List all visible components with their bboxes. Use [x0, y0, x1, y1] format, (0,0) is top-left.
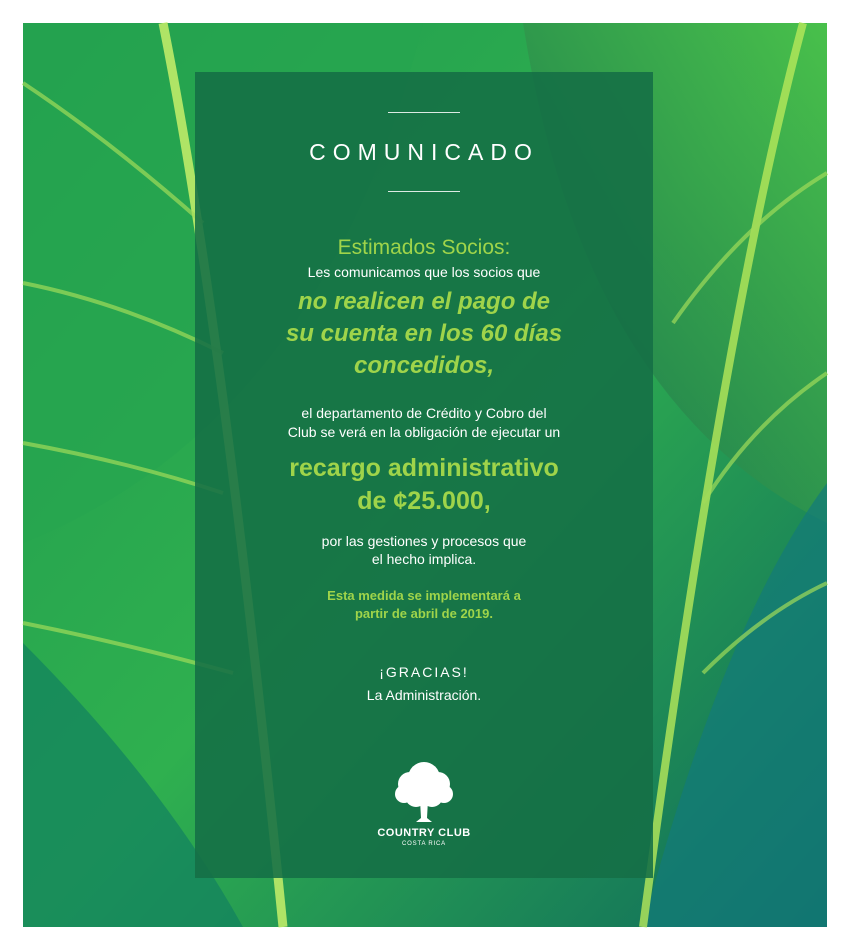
- greeting: Estimados Socios:: [337, 236, 511, 259]
- payment-warning-line: no realicen el pago de: [297, 288, 551, 315]
- communique-title: COMUNICADO: [309, 139, 539, 165]
- effective-date-line: Esta medida se implementará a: [327, 588, 521, 603]
- logo-subtitle: COSTA RICA: [402, 841, 446, 847]
- payment-warning-line: concedidos,: [353, 352, 495, 379]
- process-text-line: el hecho implica.: [371, 551, 477, 567]
- signature: La Administración.: [366, 687, 482, 703]
- effective-date-note: [195, 587, 653, 623]
- bottom-divider: [388, 191, 460, 192]
- process-text: [195, 532, 653, 568]
- tree-icon: [395, 762, 453, 822]
- thanks-text: ¡GRACIAS!: [379, 664, 469, 680]
- process-text-line: por las gestiones y procesos que: [321, 533, 527, 549]
- payment-warning-line: su cuenta en los 60 días: [285, 320, 563, 347]
- top-divider: [388, 112, 460, 113]
- communique-panel: [195, 72, 653, 878]
- surcharge-line: recargo administrativo: [289, 454, 559, 482]
- payment-warning: [195, 286, 653, 382]
- intro-text: Les comunicamos que los socios que: [307, 264, 541, 280]
- surcharge-amount: de ¢25.000,: [357, 487, 491, 515]
- department-text-line: Club se verá en la obligación de ejecutar un: [287, 424, 561, 440]
- country-club-logo: [377, 752, 471, 852]
- logo-name: COUNTRY CLUB: [377, 827, 471, 839]
- department-text: [195, 404, 653, 442]
- surcharge-notice: [195, 452, 653, 518]
- effective-date-line: partir de abril de 2019.: [354, 606, 493, 621]
- department-text-line: el departamento de Crédito y Cobro del: [301, 405, 547, 421]
